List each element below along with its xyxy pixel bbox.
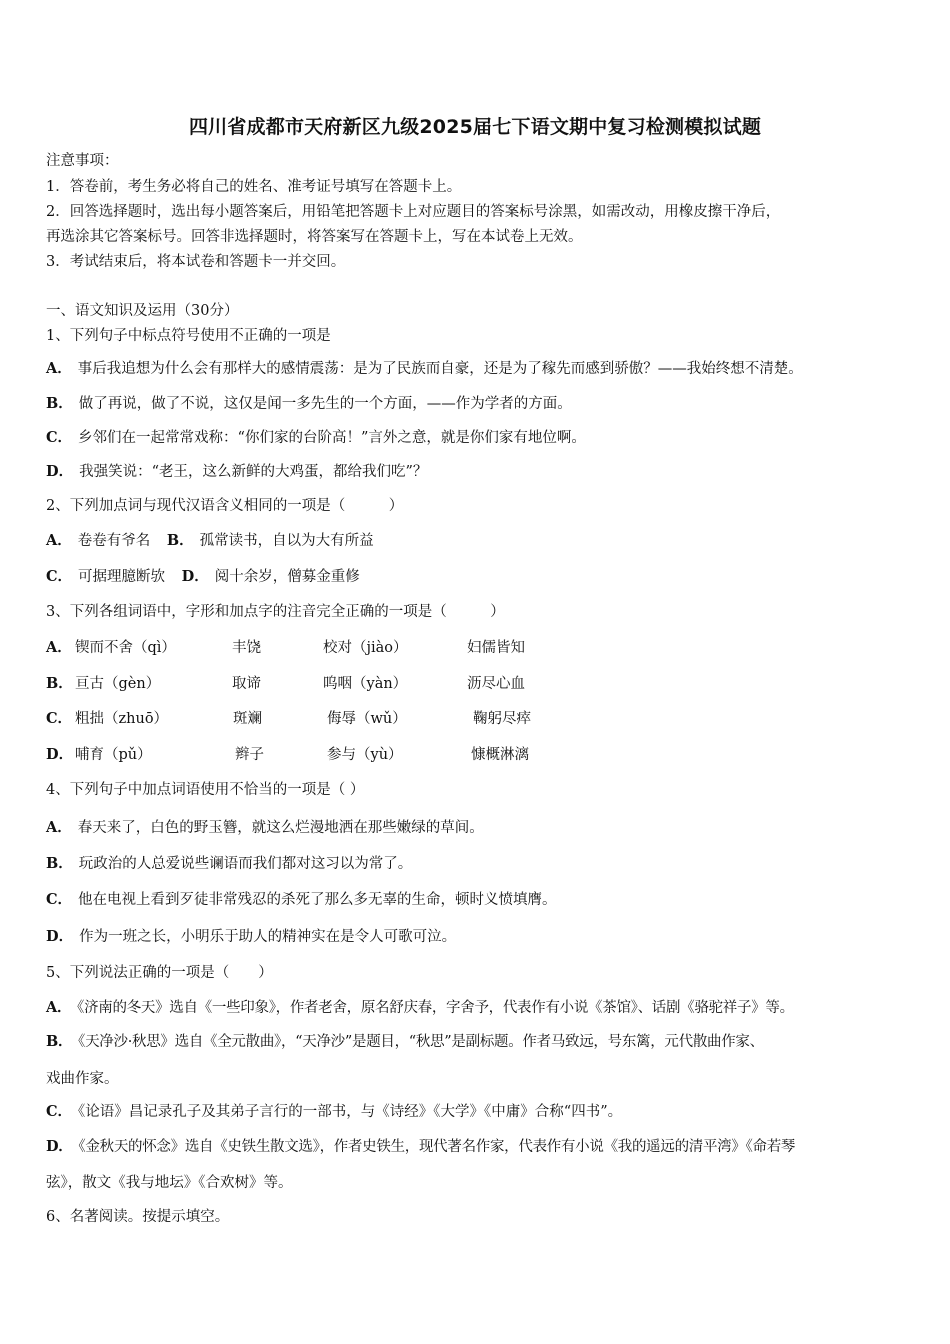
option-label: B． (46, 395, 73, 412)
word-cell: 沥尽心血 (467, 676, 525, 692)
question-stem: 5、下列说法正确的一项是（ ） (46, 965, 273, 981)
option-text: 春天来了，白色的野玉簪，就这么烂漫地洒在那些嫩绿的草间。 (77, 820, 484, 836)
option-a (46, 359, 803, 379)
option-label: A． (46, 819, 72, 836)
option-label: A． (46, 639, 72, 656)
option-label: D． (46, 746, 74, 763)
question-stem: 2、下列加点词与现代汉语含义相同的一项是（ ） (46, 498, 404, 514)
option-label: B． (46, 855, 73, 872)
option-text: 我强笑说：“老王，这么新鲜的大鸡蛋，都给我们吃”？ (79, 464, 428, 480)
option-b (46, 854, 412, 874)
option-c (46, 428, 586, 448)
option-text: 《论语》昌记录孔子及其弟子言行的一部书，与《诗经》《大学》《中庸》合称“四书”。 (78, 1104, 623, 1120)
option-row (46, 567, 360, 587)
option-text: 《金秋天的怀念》选自《史铁生散文选》，作者史铁生，现代著名作家，代表作有小说《我的遥远的清平湾》《命若琴 (78, 1139, 796, 1155)
word-cell: 取谛 (232, 676, 261, 692)
option-label: C． (46, 568, 73, 585)
word-cell: 妇儒皆知 (467, 640, 525, 656)
option-text: 玩政治的人总爱说些谰语而我们都对这习以为常了。 (78, 856, 413, 872)
option-c (46, 890, 557, 910)
option-d (46, 927, 456, 947)
option-label: B． (46, 675, 73, 692)
section-heading: 一、语文知识及运用（30分） (46, 303, 239, 319)
option-d (46, 462, 427, 482)
option-label: D． (46, 463, 74, 480)
option-label: C． (46, 891, 73, 908)
option-text: 做了再说，做了不说，这仅是闻一多先生的一个方面，——作为学者的方面。 (78, 396, 572, 412)
option-label: A． (46, 360, 72, 377)
option-c (46, 1102, 622, 1122)
word-cell: 辫子 (235, 747, 264, 763)
option-d-continued: 弦》，散文《我与地坛》《合欢树》等。 (46, 1175, 293, 1191)
option-label: D． (46, 1138, 73, 1155)
option-text: 事后我追想为什么会有那样大的感情震荡：是为了民族而自豪，还是为了稼先而感到骄傲？——我始终想不清楚。 (77, 361, 803, 377)
word-cell: 斑斓 (233, 711, 262, 727)
option-text: 《天净沙·秋思》选自《全元散曲》，“天净沙”是题目，“秋思”是副标题。作者马致远，号东篱，元代散曲作家、 (78, 1034, 764, 1050)
option-b (46, 1032, 764, 1052)
notice-item: 2．回答选择题时，选出每小题答案后，用铅笔把答题卡上对应题目的答案标号涂黑，如需改动，用橡皮擦干净后， (46, 204, 781, 220)
option-label: C． (46, 429, 73, 446)
word-cell: 粗拙（zhuō） (75, 711, 169, 727)
notice-item: 3．考试结束后，将本试卷和答题卡一并交回。 (46, 254, 346, 270)
option-d (46, 1137, 795, 1157)
option-text: 卷卷有爷名 (77, 533, 151, 549)
word-cell: 鞠躬尽瘁 (473, 711, 531, 727)
option-row (46, 531, 374, 551)
option-text: 乡邻们在一起常常戏称：“你们家的台阶高！”言外之意，就是你们家有地位啊。 (78, 430, 586, 446)
option-b (46, 394, 572, 414)
option-label: A． (46, 999, 72, 1016)
option-label: C． (46, 710, 73, 727)
option-label: D． (181, 568, 209, 585)
option-label: D． (46, 928, 74, 945)
option-label: C． (46, 1103, 73, 1120)
option-text: 阅十余岁，僧募金重修 (214, 569, 360, 585)
question-stem: 1、下列句子中标点符号使用不正确的一项是 (46, 328, 331, 344)
option-b-continued: 戏曲作家。 (46, 1071, 119, 1087)
option-text: 他在电视上看到歹徒非常残忍的杀死了那么多无辜的生命，顿时义愤填膺。 (78, 892, 557, 908)
word-cell: 慷概淋漓 (471, 747, 529, 763)
page-title: 四川省成都市天府新区九级2025届七下语文期中复习检测模拟试题 (188, 116, 762, 138)
word-cell: 丰饶 (232, 640, 261, 656)
word-cell: 锲而不舍（qì） (75, 640, 176, 656)
word-cell: 哺育（pǔ） (75, 747, 152, 763)
option-label: B． (166, 532, 194, 549)
word-cell: 参与（yù） (327, 747, 403, 763)
option-text: 孤常读书，自以为大有所益 (199, 533, 374, 549)
word-cell: 亘古（gèn） (75, 676, 161, 692)
option-a (46, 998, 794, 1018)
notice-item: 再选涂其它答案标号。回答非选择题时，将答案写在答题卡上，写在本试卷上无效。 (46, 229, 583, 245)
question-stem: 4、下列句子中加点词语使用不恰当的一项是（ ） (46, 782, 365, 798)
option-text: 可据理臆断欤 (78, 569, 166, 585)
option-text: 《济南的冬天》选自《一些印象》，作者老舍，原名舒庆春，字舍予，代表作有小说《茶馆》、话剧《骆驼祥子》等。 (77, 1000, 794, 1016)
word-cell: 呜咽（yàn） (323, 676, 408, 692)
notice-item: 1．答卷前，考生务必将自己的姓名、准考证号填写在答题卡上。 (46, 179, 462, 195)
option-label: A． (46, 532, 72, 549)
word-cell: 侮辱（wǔ） (327, 711, 407, 727)
question-stem: 3、下列各组词语中，字形和加点字的注音完全正确的一项是（ ） (46, 604, 505, 620)
option-a (46, 818, 484, 838)
option-text: 作为一班之长，小明乐于助人的精神实在是令人可歌可泣。 (79, 929, 457, 945)
option-label: B． (46, 1033, 73, 1050)
word-cell: 校对（jiào） (323, 640, 408, 656)
question-stem: 6、名著阅读。按提示填空。 (46, 1209, 230, 1225)
notice-heading: 注意事项： (46, 153, 119, 169)
